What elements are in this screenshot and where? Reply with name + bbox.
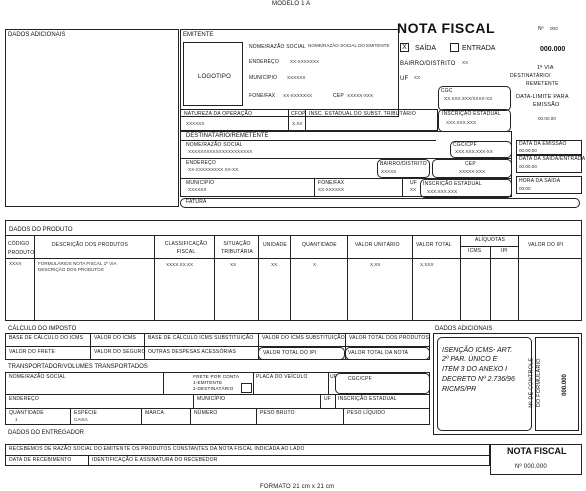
- data-saida-label: DATA DA SAÍDA/ENTRADA: [519, 156, 586, 162]
- col-valor-unit: VALOR UNITÁRIO: [355, 242, 400, 248]
- dest-cep-value: XXXXX-XXX: [459, 169, 486, 174]
- transp-cgc-label: CGC/CPF: [348, 376, 372, 382]
- isencao-line-1: ISENÇÃO ICMS- ART.: [442, 347, 513, 354]
- numero-label: NÚMERO: [194, 410, 218, 416]
- dest-ie-value: XXX.XXX.XXX: [427, 189, 458, 194]
- peso-liquido-label: PESO LÍQUIDO: [347, 410, 386, 416]
- cfop-value: X.XX: [292, 121, 303, 126]
- data-limite-line-2: EMISSÃO: [533, 102, 560, 108]
- col-ipi: IPI: [501, 248, 508, 254]
- row-valor-total: X,XXX: [420, 262, 434, 267]
- recebemos-text: RECEBEMOS DE RAZÃO SOCIAL DO EMITENTE OS PRODUTOS CONSTANTES DA NOTA FISCAL INDICADA AO LADO: [9, 446, 305, 452]
- hora-saida-value: 00:00: [519, 186, 531, 191]
- isencao-line-5: RICMS/PR: [442, 386, 477, 393]
- controle-value: 000.000: [561, 374, 568, 396]
- cgc-label: CGC: [441, 88, 453, 94]
- cgc-value: XX.XXX.XXX/XXXX-XX: [444, 96, 493, 101]
- row-situacao: XX: [230, 262, 237, 267]
- valor-ipi-label: VALOR TOTAL DO IPI: [263, 350, 317, 356]
- col-situacao: SITUAÇÃO TRIBUTÁRIA: [221, 241, 253, 255]
- outras-despesas-label: OUTRAS DESPESAS ACESSÓRIAS: [148, 349, 237, 355]
- emitente-endereco-label: ENDEREÇO: [249, 59, 279, 65]
- row-descricao-2: DESCRIÇÃO DOS PRODUTOS: [38, 267, 104, 272]
- row-unidade: XX: [271, 262, 278, 267]
- dest-fone-value: XX-XXXXXX: [318, 187, 345, 192]
- natureza-label: NATUREZA DA OPERAÇÃO: [184, 111, 253, 117]
- base-icms-label: BASE DE CÁLCULO DO ICMS: [9, 335, 84, 341]
- col-valor-total: VALOR TOTAL: [416, 242, 452, 248]
- quantidade-value: 1: [15, 417, 18, 422]
- header-uf-value: XX: [414, 75, 421, 80]
- dest-cgc-value: XXX.XXX.XXX-XX: [455, 149, 493, 154]
- emitente-endereco-value: XX-XXXXXXX: [290, 59, 320, 64]
- data-recebimento-label: DATA DE RECEBIMENTO: [9, 457, 72, 463]
- ie-subst-label: INSC. ESTADUAL DO SUBST. TRIBUTÁRIO: [309, 111, 416, 117]
- placa-label: PLACA DO VEÍCULO: [256, 374, 308, 380]
- transp-ie-label: INSCRIÇÃO ESTADUAL: [338, 396, 397, 402]
- frete-label-2: 1-EMITENTE: [193, 380, 223, 385]
- nf-stub-title: NOTA FISCAL: [507, 446, 567, 456]
- base-subst-label: BASE DE CÁLCULO ICMS SUBSTITUIÇÃO: [148, 335, 254, 341]
- assinatura-label: IDENTIFICAÇÃO E ASSINATURA DO RECEBEDOR: [92, 457, 218, 463]
- marca-label: MARCA: [145, 410, 165, 416]
- header-bairro-label: BAIRRO/DISTRITO: [400, 61, 456, 67]
- controle-line-2: DO FORMULÁRIO: [535, 358, 542, 408]
- col-valor-ipi: VALOR DO IPI: [528, 242, 564, 248]
- nf-number-label: Nº: [538, 26, 544, 32]
- col-unidade: UNIDADE: [263, 242, 287, 248]
- isencao-line-3: ITEM 3 DO ANEXO I: [442, 366, 508, 373]
- cfop-label: CFOP: [291, 111, 306, 117]
- nota-fiscal-title: NOTA FISCAL: [397, 20, 496, 36]
- transp-uf2-label: UF: [324, 396, 332, 402]
- isencao-line-4: DECRETO Nº 2.736/96: [442, 376, 515, 383]
- data-saida-value: 00.00.00: [519, 164, 537, 169]
- dest-municipio-value: XXXXXX: [188, 187, 207, 192]
- emitente-fone-value: XX-XXXXXXX: [283, 93, 313, 98]
- transp-endereco-label: ENDEREÇO: [9, 396, 39, 402]
- produtos-title: DADOS DO PRODUTO: [9, 227, 73, 233]
- hora-saida-label: HORA DA SAÍDA: [519, 178, 561, 184]
- col-icms: ICMS: [468, 248, 482, 254]
- dest-endereco-label: ENDEREÇO: [186, 160, 216, 166]
- frete-label-3: 2-DESTINATÁRIO: [193, 386, 234, 391]
- especie-value: CAIXA: [74, 417, 88, 422]
- logo-text: LOGOTIPO: [198, 74, 231, 80]
- row-descricao-1: FORMULÁRIOS NOTA FISCAL 1ª VIA: [38, 261, 117, 266]
- quantidade-label: QUANTIDADE: [9, 410, 44, 416]
- header-uf-label: UF: [400, 76, 409, 82]
- data-limite-value: 00.00.00: [538, 116, 556, 121]
- fatura-box: [180, 198, 580, 208]
- left-panel: [5, 29, 179, 207]
- header-bairro-value: XX: [462, 60, 469, 65]
- col-aliquotas: ALÍQUOTAS: [475, 237, 506, 243]
- left-panel-title: DADOS ADICIONAIS: [8, 32, 66, 38]
- entrada-checkbox[interactable]: [450, 43, 459, 52]
- data-limite-line-1: DATA-LIMITE PARA: [516, 94, 569, 100]
- destinatario-title: DESTINATÁRIO/REMETENTE: [186, 133, 269, 139]
- emitente-cep-value: XXXXX-XXX: [347, 93, 374, 98]
- imposto-title: CÁLCULO DO IMPOSTO: [8, 326, 77, 332]
- nf-number-value: 000: [550, 26, 558, 31]
- dest-bairro-label: BAIRRO/DISTRITO: [380, 161, 427, 167]
- dest-municipio-label: MUNICÍPIO: [186, 180, 215, 186]
- dest-uf-label: UF: [410, 180, 418, 186]
- via-line-3: REMETENTE: [526, 81, 559, 87]
- row-quantidade: X: [313, 262, 317, 267]
- valor-subst-label: VALOR DO ICMS SUBSTITUIÇÃO: [262, 335, 345, 341]
- col-classificacao: CLASSIFICAÇÃO FISCAL: [164, 241, 208, 255]
- dest-uf-value: XX: [410, 187, 417, 192]
- row-classificacao: XXXX.XX.XX: [166, 262, 194, 267]
- data-emissao-value: 00.00.00: [519, 148, 537, 153]
- dados-adicionais-title: DADOS ADICIONAIS: [435, 326, 493, 332]
- emitente-municipio-value: XXXXXX: [287, 75, 306, 80]
- via-line-2: DESTINATÁRIO/: [510, 73, 551, 79]
- transp-uf-label: UF: [330, 374, 338, 380]
- frete-checkbox[interactable]: [241, 383, 252, 393]
- valor-frete-label: VALOR DO FRETE: [9, 349, 56, 355]
- dest-endereco-value: XX-XXXXXXXXX XX-XX: [188, 167, 239, 172]
- ie-label: INSCRIÇÃO ESTADUAL: [442, 111, 501, 117]
- dest-fone-label: FONE/FAX: [318, 180, 345, 186]
- emitente-nome-label: NOME/RAZÃO SOCIAL: [249, 44, 306, 50]
- format-footer: FORMATO 21 cm x 21 cm: [260, 484, 335, 490]
- entregador-label: DADOS DO ENTREGADOR: [8, 430, 85, 436]
- dest-cep-label: CEP: [465, 161, 476, 167]
- transportador-title: TRANSPORTADOR/VOLUMES TRANSPORTADOS: [8, 364, 148, 370]
- dest-nome-label: NOME/RAZÃO SOCIAL: [186, 142, 243, 148]
- row-codigo: XXXX: [9, 261, 22, 266]
- controle-line-1: Nº DE CONTROLE: [528, 357, 535, 408]
- ie-value: XXX.XXX.XXX: [446, 120, 477, 125]
- dest-nome-value: XXXXXXXXXXXXXXXXXXXXX: [188, 149, 253, 154]
- model-label: MODELO 1 A: [272, 1, 311, 7]
- transp-municipio-label: MUNICÍPIO: [197, 396, 226, 402]
- emitente-cep-label: CEP: [333, 93, 344, 99]
- dest-ie-label: INSCRIÇÃO ESTADUAL: [423, 181, 482, 187]
- serial-number: 000.000: [540, 46, 566, 53]
- row-valor-unit: X,XX: [370, 262, 381, 267]
- col-descricao: DESCRIÇÃO DOS PRODUTOS: [52, 242, 128, 248]
- fatura-label: FATURA: [186, 199, 207, 205]
- saida-checkbox[interactable]: X: [400, 43, 409, 52]
- saida-label: SAÍDA: [415, 45, 437, 52]
- valor-icms-label: VALOR DO ICMS: [94, 335, 136, 341]
- isencao-line-2: 2º PAR. ÚNICO E: [442, 356, 498, 363]
- nf-stub-number: Nº 000.000: [515, 464, 547, 470]
- emitente-nome-value: NOME/RAZÃO SOCIAL DO EMITENTE: [308, 43, 390, 48]
- transp-nome-label: NOME/RAZÃO SOCIAL: [9, 374, 66, 380]
- entrada-label: ENTRADA: [462, 45, 496, 52]
- emitente-municipio-label: MUNICÍPIO: [249, 75, 278, 81]
- valor-nota-label: VALOR TOTAL DA NOTA: [348, 350, 409, 356]
- especie-label: ESPÉCIE: [74, 410, 98, 416]
- emitente-fone-label: FONE/FAX: [249, 93, 276, 99]
- dest-cgc-label: CGC/CPF: [453, 142, 477, 148]
- valor-produtos-label: VALOR TOTAL DOS PRODUTOS: [349, 335, 430, 341]
- peso-bruto-label: PESO BRUTO: [260, 410, 295, 416]
- data-emissao-label: DATA DA EMISSÃO: [519, 141, 567, 147]
- via-line-1: 1ª VIA: [537, 65, 554, 71]
- valor-seguro-label: VALOR DO SEGURO: [94, 349, 146, 355]
- col-codigo: CÓDIGO PRODUTO: [8, 241, 35, 256]
- emitente-title: EMITENTE: [183, 32, 214, 38]
- frete-label-1: FRETE POR CONTA: [193, 374, 240, 379]
- natureza-value: XXXXXX: [186, 121, 205, 126]
- dest-bairro-value: XXXXX: [381, 169, 397, 174]
- col-quantidade: QUANTIDADE: [302, 242, 337, 248]
